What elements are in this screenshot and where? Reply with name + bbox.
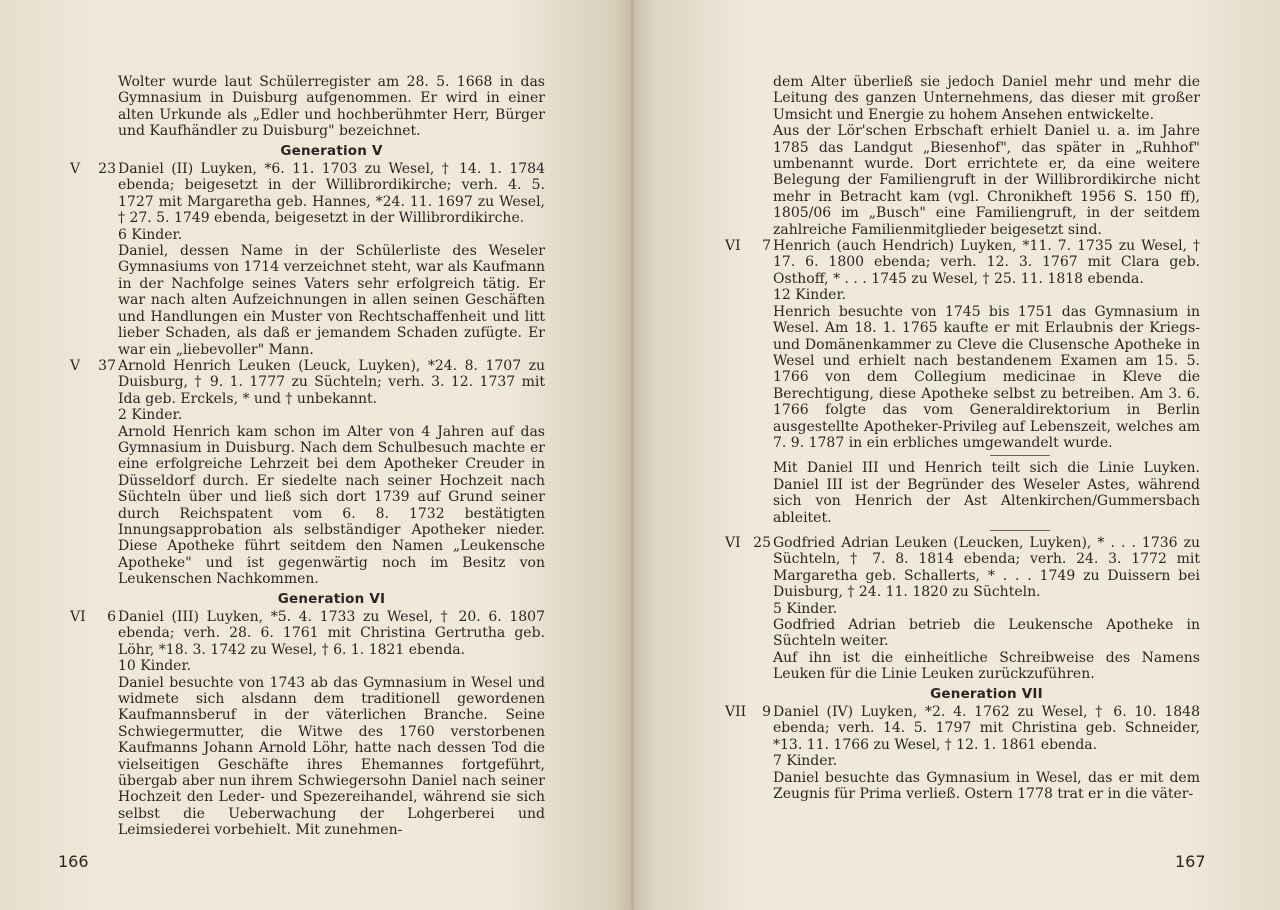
entry-vitals: Daniel (III) Luyken, *5. 4. 1733 zu Wesel, † 20. 6. 1807 ebenda; verh. 28. 6. 1761 mit Christina Gertrutha geb. Löhr, *18. 3. 1742 zu Wesel, † 6. 1. 1821 ebenda. [118, 609, 545, 658]
right-page [634, 0, 1280, 910]
left-page [0, 0, 634, 910]
entry-children: 10 Kinder. [118, 658, 192, 675]
entry-number: 25 [753, 534, 771, 551]
entry-children: 12 Kinder. [773, 287, 847, 304]
entry-v-37 [70, 358, 545, 424]
entry-biography: Daniel besuchte das Gymnasium in Wesel, das er mit dem Zeugnis für Prima verließ. Ostern 1778 trat er in die väter- [773, 769, 1200, 803]
entry-biography: Henrich besuchte von 1745 bis 1751 das Gymnasium in Wesel. Am 18. 1. 1765 kaufte er mit Erlaubnis der Kriegs- und Domänenkammer zu Cleve die Clusensche Apotheke in Wesel und erhielt nach bestandenem Examen am 15. 5. 1766 von dem Collegium medicinae in Kleve die Berechtigung, diese Apotheke selbst zu betreiben. Am 3. 6. 1766 folgte das vom Generaldirektorium in Berlin ausgestellte Apotheker-Privileg auf Lebenszeit, welches am 7. 9. 1787 in ein erbliches umgewandelt wurde. [773, 303, 1200, 451]
generation-vi-heading: Generation VI [277, 590, 386, 607]
entry-biography-note: Auf ihn ist die einheitliche Schreibweise des Namens Leuken für die Linie Leuken zurückzuführen. [773, 649, 1200, 683]
entry-number: 9 [762, 704, 771, 721]
entry-children: 2 Kinder. [118, 407, 183, 424]
entry-vitals: Daniel (II) Luyken, *6. 11. 1703 zu Wesel, † 14. 1. 1784 ebenda; beigesetzt in der Willibrordikirche; verh. 4. 5. 1727 mit Margaretha geb. Hannes, *24. 11. 1697 zu Wesel, † 27. 5. 1749 ebenda, beigesetzt in der Willibrordikirche. [118, 161, 545, 227]
entry-biography: Daniel, dessen Name in der Schülerliste des Weseler Gymnasiums von 1714 verzeichnet steht, war als Kaufmann in der Nachfolge seines Vaters sehr erfolgreich tätig. Er war nach alten Aufzeichnungen in allen seinen Geschäften und Handlungen ein Muster von Rechtschaffenheit und litt lieber Schaden, als daß er jemandem Schaden zufügte. Er war ein „liebevoller" Mann. [118, 243, 545, 358]
entry-vi-6 [70, 609, 545, 675]
entry-generation: VI [725, 534, 741, 551]
entry-vi-25 [725, 535, 1200, 617]
divider-rule [990, 530, 1050, 531]
divider-rule [990, 455, 1050, 456]
inheritance-paragraph: Aus der Lör'schen Erbschaft erhielt Daniel u. a. im Jahre 1785 das Landgut „Biesenhof", das später in „Ruhhof" umbenannt wurde. Dort errichtete er, da eine weitere Belegung der Familiengruft in der Willibrordikirche nicht mehr in Betracht kam (vgl. Chronikheft 1956 S. 150 ff), 1805/06 im „Busch" eine Familiengruft, in der seitdem zahlreiche Familienmitglieder beigesetzt sind. [773, 123, 1200, 238]
entry-generation: VI [725, 238, 741, 255]
entry-vi-7 [725, 238, 1200, 304]
entry-generation: V [70, 161, 81, 178]
entry-biography: Godfried Adrian betrieb die Leukensche Apotheke in Süchteln weiter. [773, 617, 1200, 650]
generation-v-heading: Generation V [280, 142, 383, 159]
left-page-text [70, 74, 545, 839]
entry-biography: Arnold Henrich kam schon im Alter von 4 Jahren auf das Gymnasium in Duisburg. Nach dem Schulbesuch machte er eine erfolgreiche Lehrzeit bei dem Apotheker Creuder in Düsseldorf durch. Er siedelte nach seiner Hochzeit nach Süchteln über und ließ sich dort 1739 auf Grund seiner durch Reichspatent vom 6. 8. 1732 bestätigten Innungsapprobation als selbständiger Apotheker nieder. Diese Apotheke führt seitdem den Namen „Leukensche Apotheke" und ist gegenwärtig noch im Besitz von Leukenschen Nachkommen. [118, 423, 545, 588]
entry-children: 5 Kinder. [773, 600, 838, 617]
entry-generation: V [70, 357, 81, 374]
entry-vitals: Arnold Henrich Leuken (Leuck, Luyken), *24. 8. 1707 zu Duisburg, † 9. 1. 1777 zu Süchteln; verh. 3. 12. 1737 mit Ida geb. Erckels, * und † unbekannt. [118, 357, 545, 407]
continued-paragraph: dem Alter überließ sie jedoch Daniel mehr und mehr die Leitung des ganzen Unternehmens, das dieser mit großer Umsicht und Energie zu hohem Ansehen entwickelte. [773, 74, 1200, 123]
entry-generation: VI [70, 609, 86, 625]
entry-children: 6 Kinder. [118, 226, 183, 243]
entry-vitals: Henrich (auch Hendrich) Luyken, *11. 7. 1735 zu Wesel, † 17. 6. 1800 ebenda; verh. 12. 3. 1767 mit Clara geb. Osthoff, * . . . 1745 zu Wesel, † 25. 11. 1818 ebenda. [773, 238, 1200, 287]
lineage-note: Mit Daniel III und Henrich teilt sich die Linie Luyken. Daniel III ist der Begründer des Weseler Astes, während sich von Henrich der Ast Altenkirchen/Gummersbach ableitet. [773, 460, 1200, 526]
entry-number: 23 [98, 161, 116, 178]
entry-v-23 [70, 161, 545, 243]
page-number-left: 166 [58, 852, 89, 871]
entry-children: 7 Kinder. [773, 753, 838, 770]
intro-paragraph: Wolter wurde laut Schülerregister am 28. 5. 1668 in das Gymnasium in Duisburg aufgenommen. Er wird in einer alten Urkunde als „Edler und hochberühmter Herr, Bürger und Kaufhändler zu Duisburg" bezeichnet. [118, 74, 545, 140]
entry-number: 6 [107, 609, 116, 625]
entry-generation: VII [725, 704, 747, 721]
entry-vii-9 [725, 704, 1200, 770]
entry-number: 37 [98, 357, 116, 374]
right-page-text [725, 74, 1200, 802]
entry-biography: Daniel besuchte von 1743 ab das Gymnasium in Wesel und widmete sich alsdann dem traditionell gewordenen Kaufmannsberuf in der väterlichen Branche. Seine Schwiegermutter, die Witwe des 1760 verstorbenen Kaufmanns Johann Arnold Löhr, hatte nach dessen Tod die vielseitigen Geschäfte ihres Ehemannes fortgeführt, übergab aber nun ihrem Schwiegersohn Daniel nach seiner Hochzeit den Leder- und Spezereihandel, während sie sich selbst die Ueberwachung der Lohgerberei und Leimsiederei vorbehielt. Mit zunehmen- [118, 674, 545, 839]
entry-number: 7 [762, 238, 771, 255]
page-number-right: 167 [1175, 852, 1206, 871]
entry-vitals: Godfried Adrian Leuken (Leucken, Luyken), * . . . 1736 zu Süchteln, † 7. 8. 1814 ebenda; verh. 24. 3. 1772 mit Margaretha geb. Schallerts, * . . . 1749 zu Duissern bei Duisburg, † 24. 11. 1820 zu Süchteln. [773, 534, 1200, 601]
generation-vii-heading: Generation VII [930, 685, 1043, 702]
entry-vitals: Daniel (IV) Luyken, *2. 4. 1762 zu Wesel, † 6. 10. 1848 ebenda; verh. 14. 5. 1797 mit Christina geb. Schneider, *13. 11. 1766 zu Wesel, † 12. 1. 1861 ebenda. [773, 704, 1200, 753]
